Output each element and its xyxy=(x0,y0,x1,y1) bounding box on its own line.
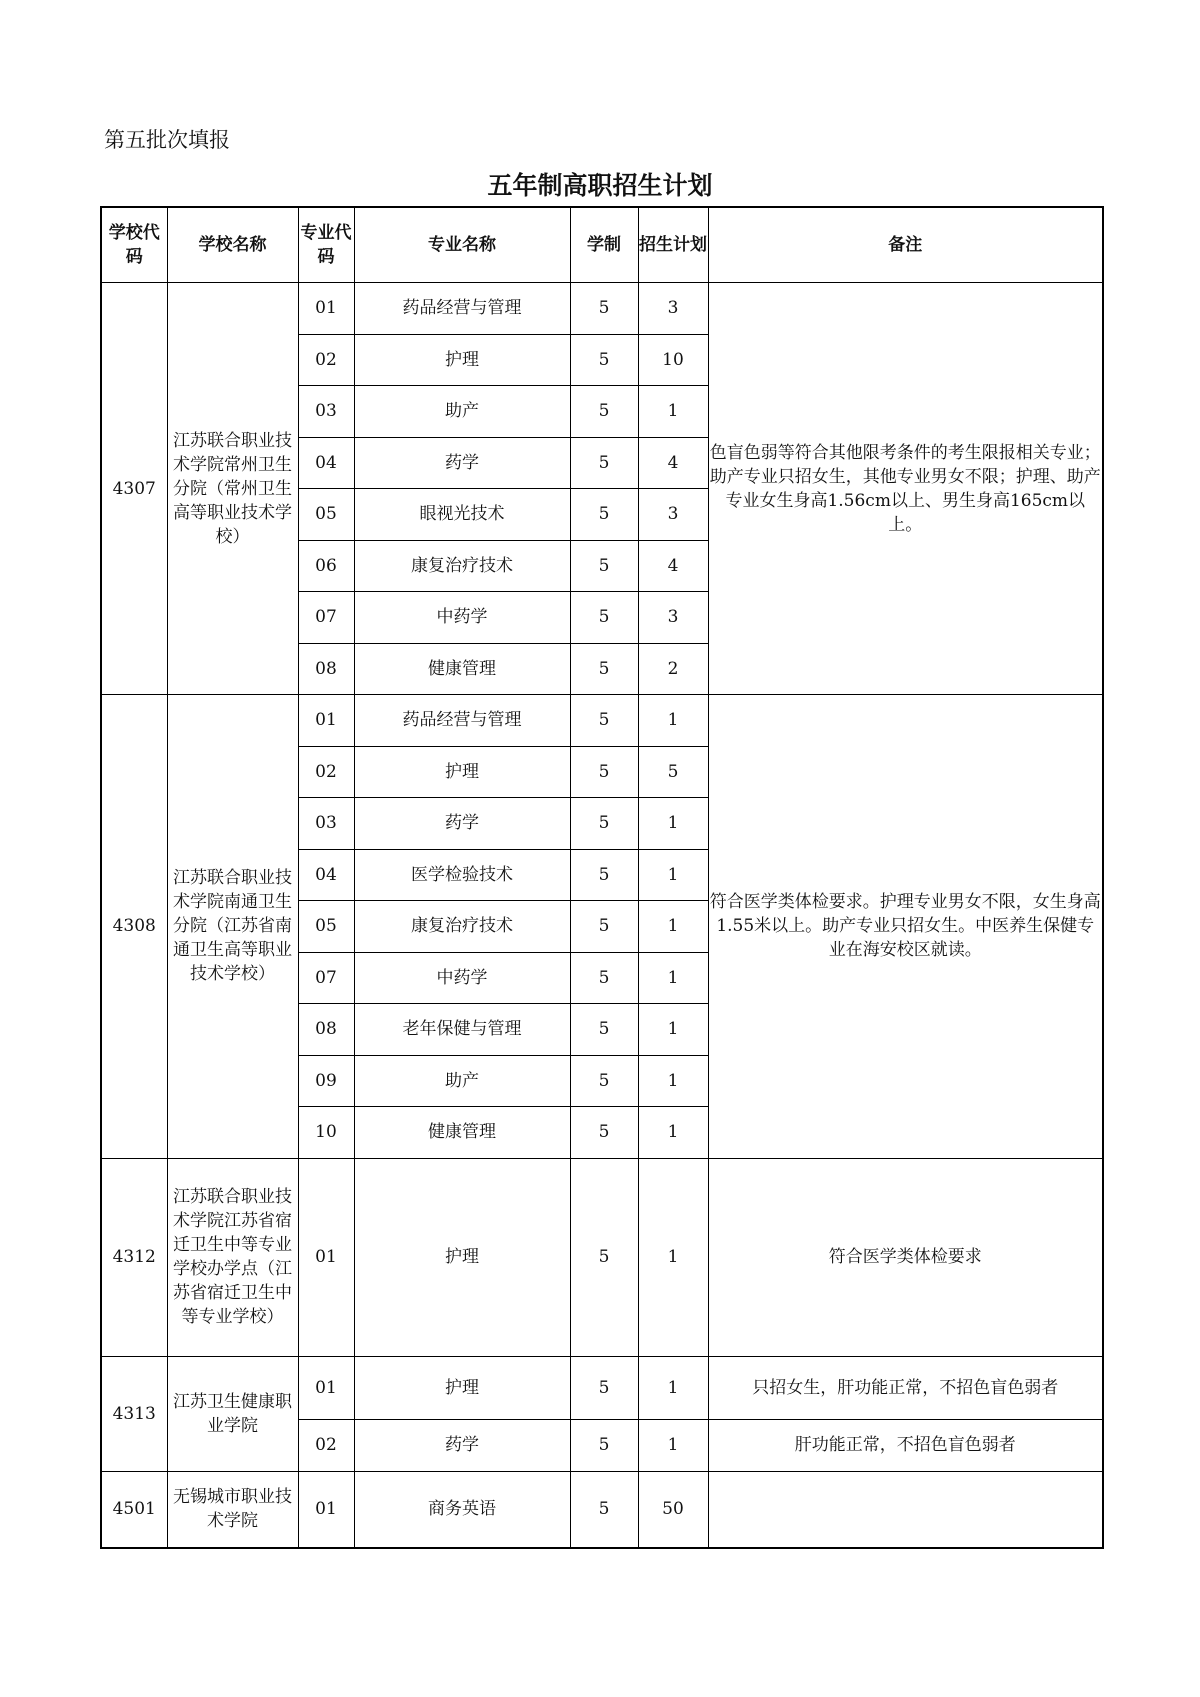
plan-count: 1 xyxy=(638,1004,708,1056)
major-name: 药学 xyxy=(354,1419,570,1471)
remark: 只招女生，肝功能正常，不招色盲色弱者 xyxy=(708,1356,1103,1419)
duration: 5 xyxy=(570,489,638,541)
major-name: 健康管理 xyxy=(354,643,570,695)
plan-count: 1 xyxy=(638,798,708,850)
table-row xyxy=(101,1471,1103,1548)
major-name: 护理 xyxy=(354,1158,570,1356)
major-code: 01 xyxy=(298,1158,354,1356)
major-code: 07 xyxy=(298,952,354,1004)
major-name: 商务英语 xyxy=(354,1471,570,1548)
major-name: 眼视光技术 xyxy=(354,489,570,541)
major-code: 01 xyxy=(298,1471,354,1548)
plan-count: 1 xyxy=(638,901,708,953)
major-name: 医学检验技术 xyxy=(354,849,570,901)
major-code: 05 xyxy=(298,489,354,541)
remark: 符合医学类体检要求。护理专业男女不限，女生身高1.55米以上。助产专业只招女生。中医养生保健专业在海安校区就读。 xyxy=(708,695,1103,1159)
school-code: 4307 xyxy=(101,283,167,695)
duration: 5 xyxy=(570,849,638,901)
school-code: 4312 xyxy=(101,1158,167,1356)
plan-count: 2 xyxy=(638,643,708,695)
table-row xyxy=(101,1158,1103,1356)
duration: 5 xyxy=(570,695,638,747)
school-code: 4313 xyxy=(101,1356,167,1471)
duration: 5 xyxy=(570,1158,638,1356)
major-code: 06 xyxy=(298,540,354,592)
major-name: 老年保健与管理 xyxy=(354,1004,570,1056)
major-code: 02 xyxy=(298,1419,354,1471)
remark: 符合医学类体检要求 xyxy=(708,1158,1103,1356)
page-title: 五年制高职招生计划 xyxy=(487,171,713,200)
school-name: 江苏联合职业技术学院常州卫生分院（常州卫生高等职业技术学校） xyxy=(167,283,298,695)
duration: 5 xyxy=(570,1004,638,1056)
major-code: 07 xyxy=(298,592,354,644)
major-name: 助产 xyxy=(354,1055,570,1107)
header-row xyxy=(101,207,1103,283)
duration: 5 xyxy=(570,901,638,953)
duration: 5 xyxy=(570,592,638,644)
major-name: 中药学 xyxy=(354,592,570,644)
plan-count: 1 xyxy=(638,1356,708,1419)
plan-count: 1 xyxy=(638,1107,708,1159)
major-code: 10 xyxy=(298,1107,354,1159)
major-code: 03 xyxy=(298,798,354,850)
major-code: 09 xyxy=(298,1055,354,1107)
plan-count: 1 xyxy=(638,1158,708,1356)
duration: 5 xyxy=(570,1356,638,1419)
plan-count: 1 xyxy=(638,1419,708,1471)
duration: 5 xyxy=(570,437,638,489)
major-name: 药学 xyxy=(354,437,570,489)
plan-count: 10 xyxy=(638,334,708,386)
duration: 5 xyxy=(570,283,638,335)
table-row xyxy=(101,695,1103,747)
enrollment-plan-table xyxy=(100,206,1104,1549)
plan-count: 50 xyxy=(638,1471,708,1548)
header-plan: 招生计划 xyxy=(638,207,708,283)
major-code: 04 xyxy=(298,849,354,901)
school-name: 江苏联合职业技术学院南通卫生分院（江苏省南通卫生高等职业技术学校） xyxy=(167,695,298,1159)
plan-count: 4 xyxy=(638,437,708,489)
major-code: 08 xyxy=(298,1004,354,1056)
plan-count: 1 xyxy=(638,1055,708,1107)
school-name: 江苏卫生健康职业学院 xyxy=(167,1356,298,1471)
major-name: 康复治疗技术 xyxy=(354,540,570,592)
major-code: 01 xyxy=(298,695,354,747)
major-code: 04 xyxy=(298,437,354,489)
remark xyxy=(708,1471,1103,1548)
remark: 色盲色弱等符合其他限考条件的考生限报相关专业；助产专业只招女生，其他专业男女不限；护理、助产专业女生身高1.56cm以上、男生身高165cm以上。 xyxy=(708,283,1103,695)
major-code: 02 xyxy=(298,746,354,798)
remark: 肝功能正常，不招色盲色弱者 xyxy=(708,1419,1103,1471)
major-name: 药学 xyxy=(354,798,570,850)
major-name: 护理 xyxy=(354,746,570,798)
major-name: 康复治疗技术 xyxy=(354,901,570,953)
duration: 5 xyxy=(570,334,638,386)
major-name: 助产 xyxy=(354,386,570,438)
duration: 5 xyxy=(570,1055,638,1107)
header-school-name: 学校名称 xyxy=(167,207,298,283)
plan-count: 1 xyxy=(638,695,708,747)
duration: 5 xyxy=(570,540,638,592)
header-major-name: 专业名称 xyxy=(354,207,570,283)
school-code: 4308 xyxy=(101,695,167,1159)
duration: 5 xyxy=(570,1419,638,1471)
duration: 5 xyxy=(570,798,638,850)
major-code: 08 xyxy=(298,643,354,695)
plan-count: 4 xyxy=(638,540,708,592)
plan-count: 3 xyxy=(638,489,708,541)
school-name: 江苏联合职业技术学院江苏省宿迁卫生中等专业学校办学点（江苏省宿迁卫生中等专业学校） xyxy=(167,1158,298,1356)
duration: 5 xyxy=(570,952,638,1004)
plan-count: 5 xyxy=(638,746,708,798)
duration: 5 xyxy=(570,386,638,438)
plan-count: 1 xyxy=(638,952,708,1004)
header-remark: 备注 xyxy=(708,207,1103,283)
header-major-code: 专业代码 xyxy=(298,207,354,283)
duration: 5 xyxy=(570,1107,638,1159)
duration: 5 xyxy=(570,746,638,798)
header-school-code: 学校代码 xyxy=(101,207,167,283)
major-name: 护理 xyxy=(354,1356,570,1419)
plan-count: 3 xyxy=(638,283,708,335)
table-row xyxy=(101,1356,1103,1419)
duration: 5 xyxy=(570,1471,638,1548)
major-name: 健康管理 xyxy=(354,1107,570,1159)
major-code: 01 xyxy=(298,283,354,335)
header-duration: 学制 xyxy=(570,207,638,283)
school-code: 4501 xyxy=(101,1471,167,1548)
duration: 5 xyxy=(570,643,638,695)
plan-count: 1 xyxy=(638,849,708,901)
major-name: 药品经营与管理 xyxy=(354,283,570,335)
plan-count: 1 xyxy=(638,386,708,438)
major-code: 03 xyxy=(298,386,354,438)
major-name: 护理 xyxy=(354,334,570,386)
table-row xyxy=(101,283,1103,335)
school-name: 无锡城市职业技术学院 xyxy=(167,1471,298,1548)
major-code: 05 xyxy=(298,901,354,953)
major-code: 01 xyxy=(298,1356,354,1419)
plan-count: 3 xyxy=(638,592,708,644)
major-code: 02 xyxy=(298,334,354,386)
major-name: 药品经营与管理 xyxy=(354,695,570,747)
major-name: 中药学 xyxy=(354,952,570,1004)
batch-label: 第五批次填报 xyxy=(104,128,230,152)
